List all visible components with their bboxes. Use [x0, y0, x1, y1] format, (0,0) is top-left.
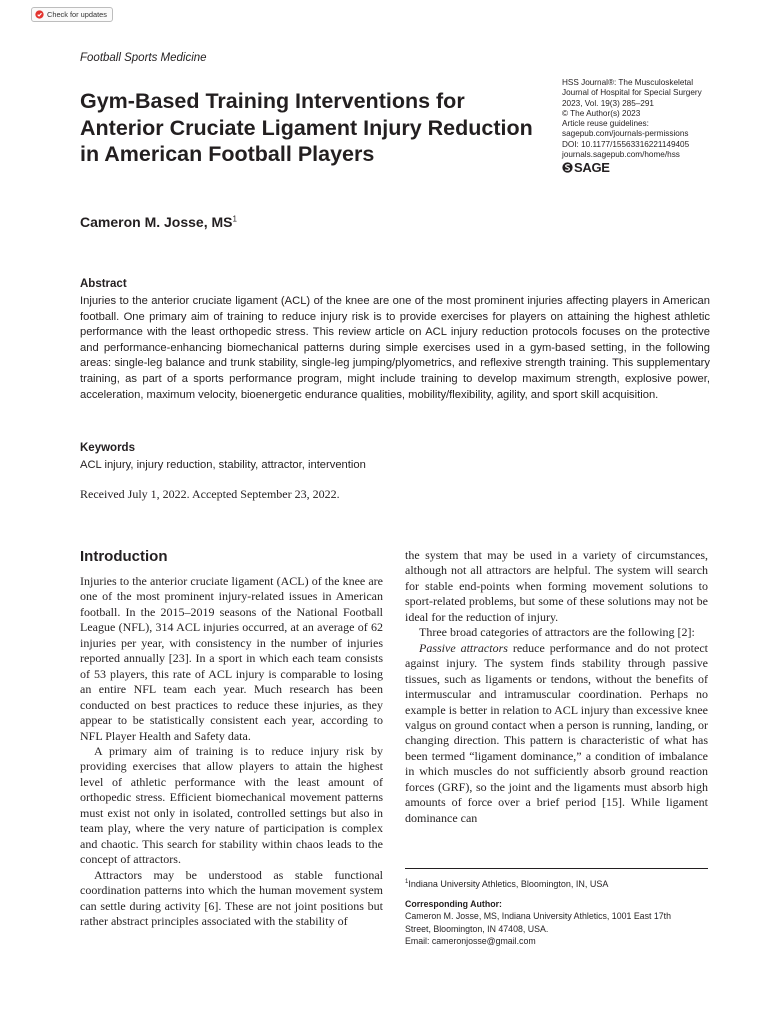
update-icon — [35, 10, 44, 19]
meta-line-journal-link[interactable]: journals.sagepub.com/home/hss — [562, 150, 680, 160]
meta-line: © The Author(s) 2023 — [562, 108, 641, 118]
author-line — [80, 214, 237, 230]
meta-line: Article reuse guidelines: — [562, 119, 649, 129]
paragraph: Injuries to the anterior cruciate ligament (ACL) of the knee are one of the most prominent injury-related issues in American football. In the 2015–2019 seasons of the National Football League (NFL), 314 ACL injuries occurred, at an average of 62 injuries per year, with consistency in the number of injuries reported annually [23]. In a sport in which each team consists of 53 players, this rate of ACL injury is comparable to losing an entire NFL team each year. Much research has been conducted on best practices to reduce these injuries, as they appear to be statistically consistent each year, according to NFL Player Health and Safety data. — [80, 574, 383, 743]
journal-meta — [562, 78, 752, 173]
meta-line: HSS Journal®: The Musculoskeletal — [562, 78, 694, 87]
footnote-divider — [405, 868, 708, 869]
received-dates: Received July 1, 2022. Accepted September 23, 2022. — [80, 487, 340, 501]
meta-line: 2023, Vol. 19(3) 285–291 — [562, 98, 654, 108]
publisher-name: SAGE — [574, 159, 610, 175]
meta-line-permissions-link[interactable]: sagepub.com/journals-permissions — [562, 129, 689, 139]
corresponding-line: Cameron M. Josse, MS, Indiana University Athletics, 1001 East 17th — [405, 911, 671, 922]
paragraph: the system that may be used in a variety of circumstances, although not all attractors are helpful. The system will search for stable end-points when forming movement solutions to sport-related problems, but some of these solutions may not be ideal for the reduction of injury. — [405, 548, 708, 624]
corresponding-email[interactable]: Email: cameronjosse@gmail.com — [405, 935, 536, 946]
corresponding-author — [405, 898, 708, 947]
paragraph-text: reduce performance and do not protect against injury. The system finds stability through passive tissues, such as ligaments or tendons, without the benefits of intermuscular and intramuscular coordination. Perhaps no example is better in relation to ACL injury than excessive knee valgus on ground contact when a person is running, landing, or changing direction. This pattern is characteristic of what has been termed “ligament dominance,” a condition of imbalance in which muscles do not sufficiently absorb ground reaction forces (GRF), so the joint and the ligaments must absorb high amounts of force over a brief period [15]. While ligament dominance can — [405, 640, 709, 825]
keywords-heading: Keywords — [80, 442, 135, 454]
footnote-mark: 1 — [405, 879, 409, 885]
paragraph: A primary aim of training is to reduce injury risk by providing exercises that allow players to attain the highest level of athletic performance with the least amount of orthopedic stress. Efficient biomechanical movement patterns must exist not only in isolated, controlled settings but also in team play, where the very nature of participation is complex and chaotic. This search for stability within chaos leads to the concept of attractors. — [80, 743, 383, 867]
corresponding-author-heading: Corresponding Author: — [405, 899, 502, 909]
abstract-text: Injuries to the anterior cruciate ligament (ACL) of the knee are one of the most prominent injuries affecting players in American football. One primary aim of training to reduce injury risk is to provide exercises for players on attaining the highest athletic performance with the least orthopedic stress. This review article on ACL injury reduction protocols focuses on the protective and performance-enhancing biomechanical patterns during simple exercises used in a gym-based setting, in the following areas: single-leg balance and trunk stability, single-leg jumping/plyometrics, and reflexive strength training. This supplementary training, as part of a sports performance program, might include training to develop maximum strength, explosive power, acceleration, maximum velocity, bioenergetic endurance qualities, mobility/flexibility, agility, and sport skill acquisition. — [80, 295, 710, 401]
meta-line-doi[interactable]: DOI: 10.1177/15563316221149405 — [562, 139, 690, 149]
article-title: Gym-Based Training Interventions for Anterior Cruciate Ligament Injury Reduction in American Football Players — [80, 89, 533, 166]
publisher-logo — [562, 159, 752, 175]
body-left-column — [80, 574, 383, 929]
affiliation-footnote — [405, 876, 608, 890]
author-name: Cameron M. Josse, MS — [80, 214, 233, 230]
meta-line: Journal of Hospital for Special Surgery — [562, 88, 702, 98]
sage-logo-icon — [562, 162, 573, 173]
body-right-column — [405, 548, 708, 826]
paragraph: Attractors may be understood as stable functional coordination patterns into which the human movement system can settle during activity [6]. These are not joint positions but rather abstract principles associated with the stability of — [80, 867, 383, 928]
check-for-updates-badge[interactable] — [31, 7, 113, 22]
journal-section-label: Football Sports Medicine — [80, 52, 207, 64]
abstract-heading: Abstract — [80, 278, 127, 290]
corresponding-line: Street, Bloomington, IN 47408, USA. — [405, 923, 549, 934]
paragraph — [405, 641, 708, 826]
introduction-heading: Introduction — [80, 548, 168, 565]
term-passive-attractors: Passive attractors — [419, 640, 508, 655]
footnote-text: Indiana University Athletics, Bloomington, IN, USA — [408, 879, 609, 889]
author-affiliation-mark: 1 — [232, 214, 237, 224]
paragraph: Three broad categories of attractors are the following [2]: — [419, 625, 695, 640]
check-for-updates-label: Check for updates — [47, 10, 107, 19]
keywords-text: ACL injury, injury reduction, stability, attractor, intervention — [80, 459, 366, 471]
